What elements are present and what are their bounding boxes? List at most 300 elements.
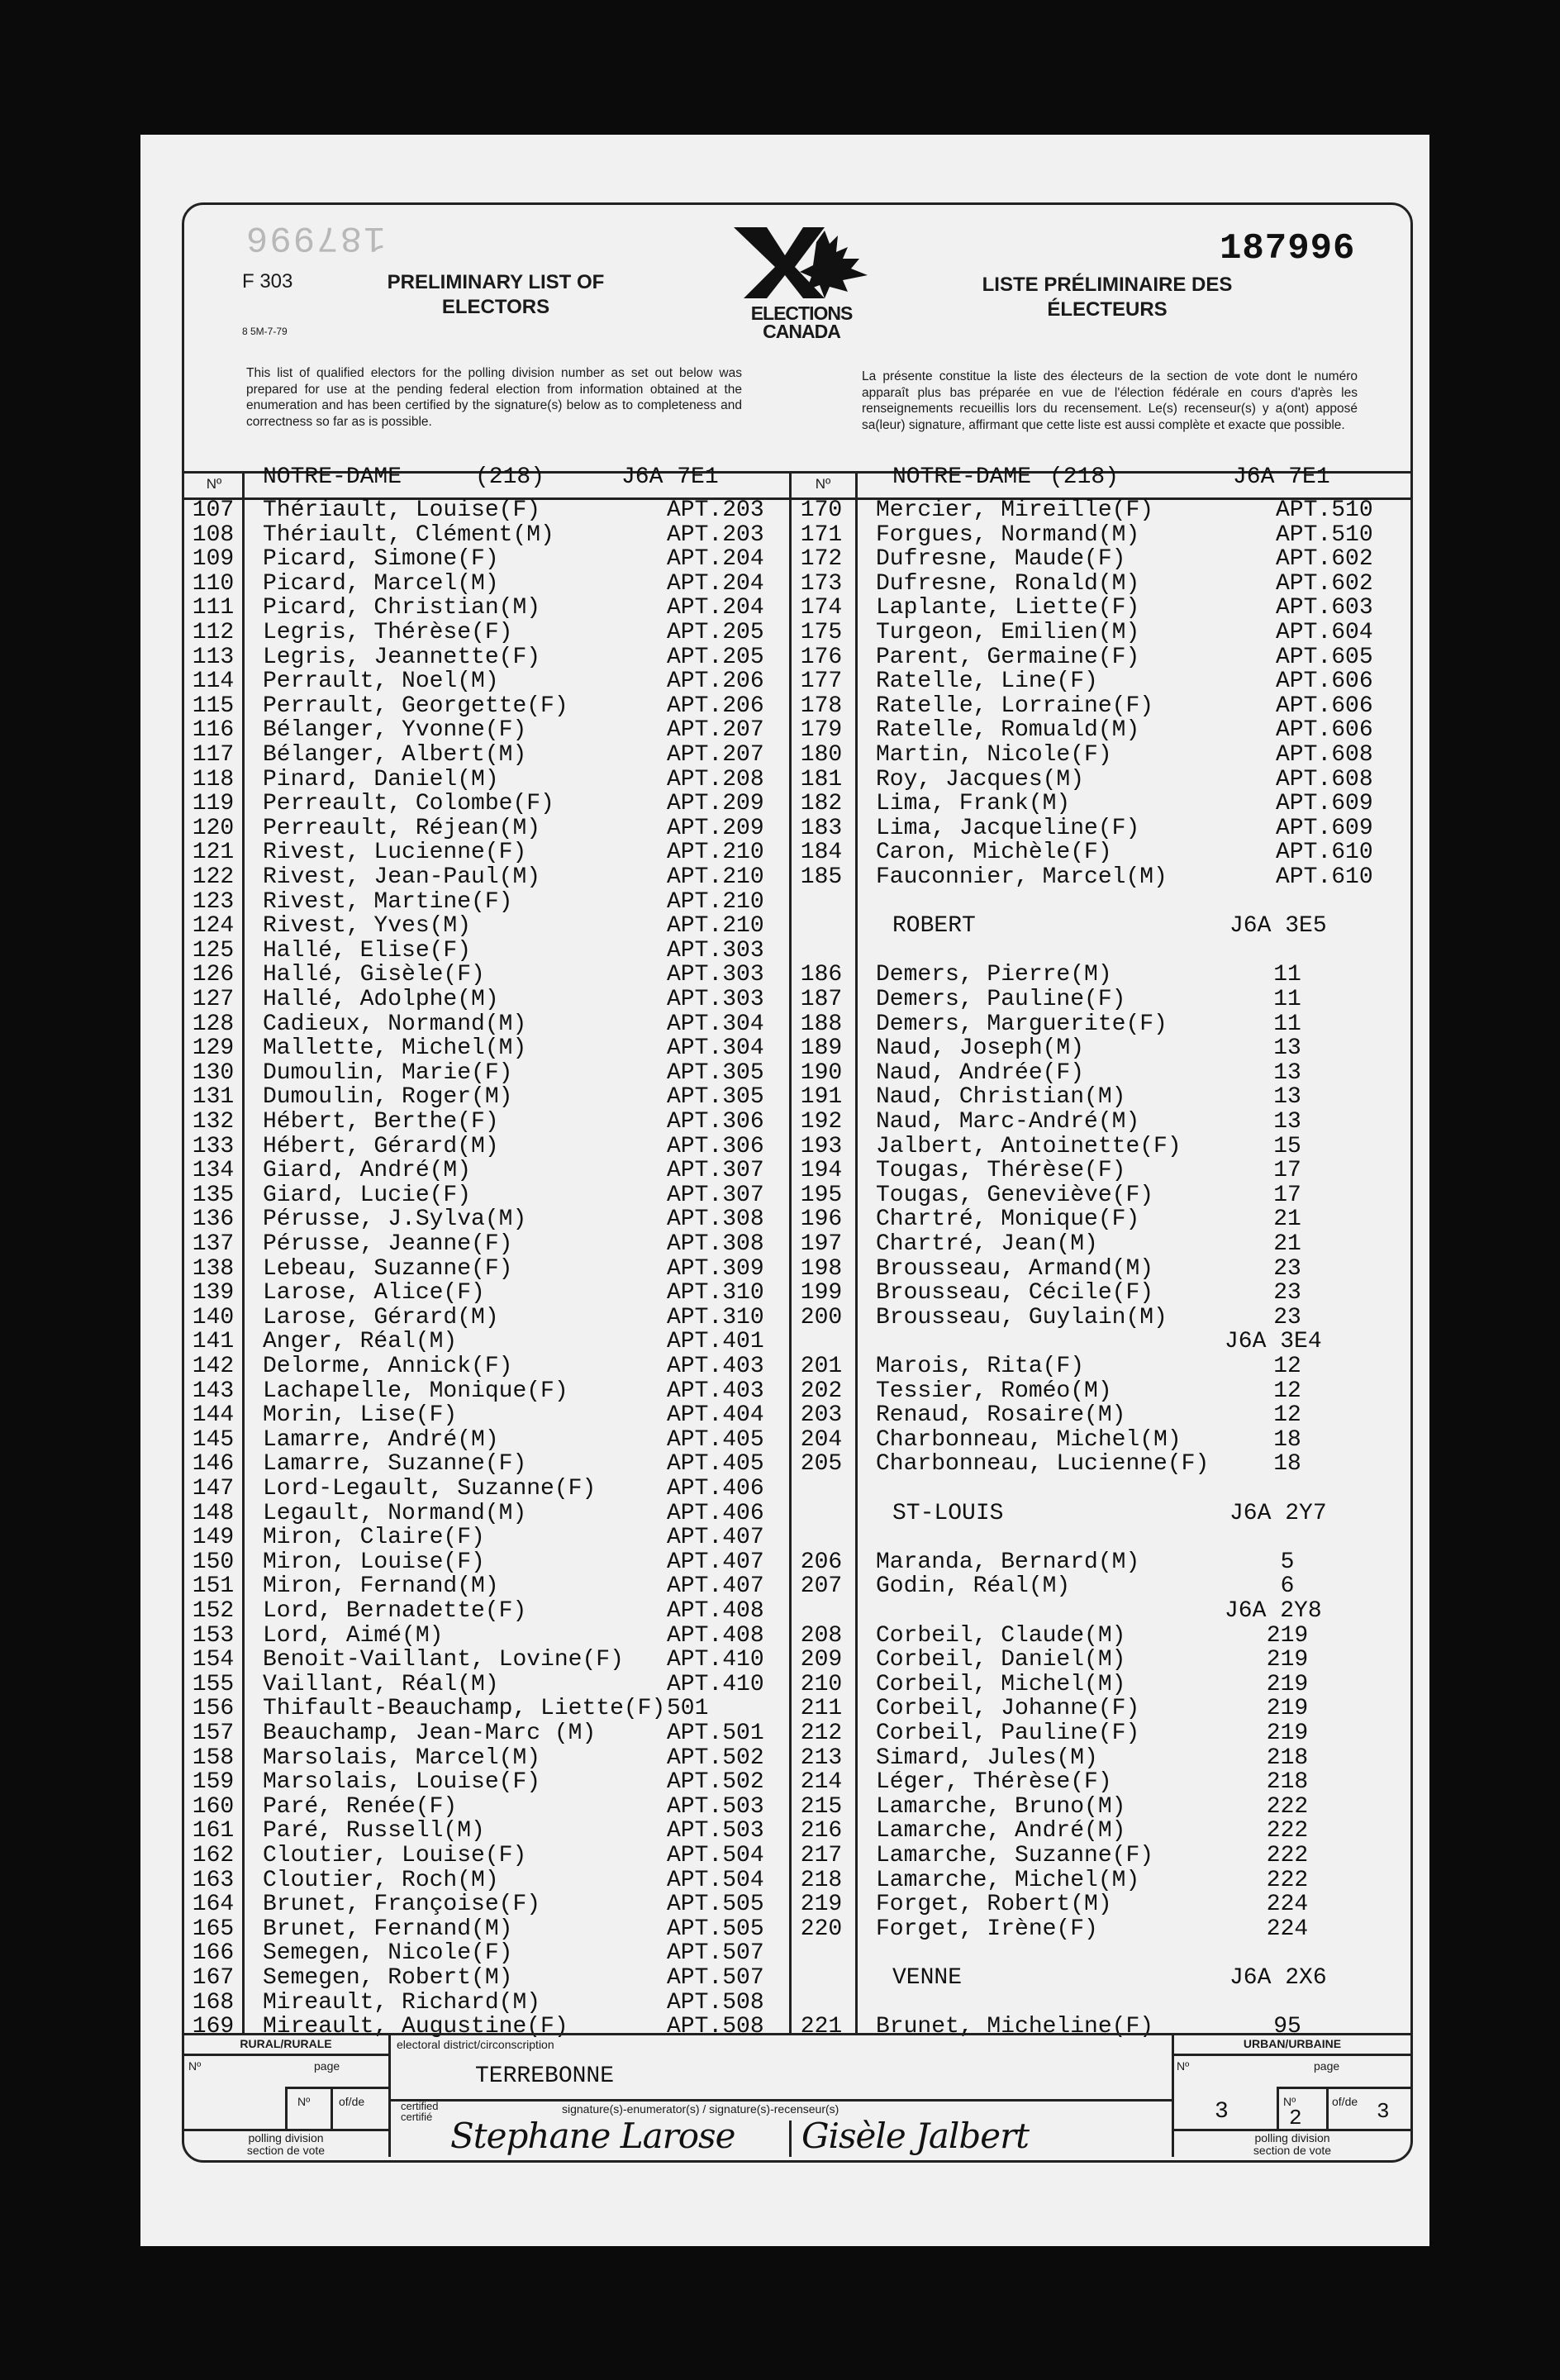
elector-address: APT.210 <box>667 864 764 890</box>
elector-number: 193 <box>800 1133 843 1159</box>
elector-name: Naud, Marc-André(M) <box>876 1109 1140 1135</box>
elector-name: Thifault-Beauchamp, Liette(F) <box>263 1696 666 1722</box>
elector-number: 169 <box>192 2014 235 2040</box>
elector-name: Mallette, Michel(M) <box>263 1035 527 1062</box>
elector-number: 179 <box>800 717 843 744</box>
table-row <box>183 1574 789 1599</box>
elector-address: APT.606 <box>1276 693 1373 719</box>
elector-address: 222 <box>1266 1843 1309 1868</box>
elector-address: APT.310 <box>667 1280 764 1307</box>
elector-address: APT.205 <box>667 620 764 645</box>
rural-cell-divider-2 <box>331 2087 333 2129</box>
table-row <box>792 1330 1411 1354</box>
elector-number: 191 <box>800 1084 843 1111</box>
table-row <box>183 1624 789 1649</box>
elector-number: 176 <box>800 644 843 670</box>
table-row <box>792 865 1411 890</box>
elector-address: APT.304 <box>667 1011 764 1037</box>
elector-name: Vaillant, Réal(M) <box>263 1671 499 1697</box>
elector-number: 154 <box>192 1647 235 1673</box>
elector-address: APT.403 <box>667 1354 764 1379</box>
elector-number: 180 <box>800 742 843 768</box>
table-row <box>792 1428 1411 1453</box>
elector-number: 198 <box>800 1255 843 1282</box>
elector-name: Hallé, Elise(F) <box>263 937 472 964</box>
elector-name: Picard, Simone(F) <box>263 546 499 573</box>
elector-address: 23 <box>1273 1255 1301 1282</box>
elector-name: Perreault, Réjean(M) <box>263 815 541 841</box>
elector-name: Forget, Robert(M) <box>876 1892 1112 1918</box>
table-row <box>792 498 1411 523</box>
elector-number: 130 <box>192 1059 235 1086</box>
elector-address: APT.303 <box>667 937 764 964</box>
table-row <box>183 1135 789 1159</box>
elector-number: 115 <box>192 693 235 719</box>
table-row <box>183 1941 789 1966</box>
elector-name: Lima, Jacqueline(F) <box>876 815 1140 841</box>
elector-name: Brousseau, Cécile(F) <box>876 1280 1154 1307</box>
elector-number: 182 <box>800 791 843 817</box>
elector-name: Perrault, Noel(M) <box>263 669 499 695</box>
elector-number: 149 <box>192 1525 235 1551</box>
table-row <box>183 547 789 572</box>
table-row <box>183 1403 789 1428</box>
elector-address: APT.606 <box>1276 717 1373 744</box>
elector-name: Picard, Christian(M) <box>263 595 541 621</box>
elector-name: Rivest, Jean-Paul(M) <box>263 864 541 890</box>
elector-address: APT.204 <box>667 595 764 621</box>
table-row <box>792 1477 1411 1502</box>
table-row <box>183 2015 789 2040</box>
table-row <box>792 1085 1411 1110</box>
elector-address: APT.209 <box>667 815 764 841</box>
urban-cell-divider-1 <box>1277 2087 1279 2129</box>
left-postal-heading: J6A 7E1 <box>621 464 719 490</box>
logo-line-2: CANADA <box>763 321 840 342</box>
postal-code: J6A 2Y8 <box>1225 1598 1322 1624</box>
elector-address: APT.310 <box>667 1304 764 1330</box>
elector-number: 116 <box>192 717 235 744</box>
elector-address: APT.602 <box>1276 570 1373 597</box>
elector-number: 131 <box>192 1084 235 1111</box>
elector-number: 129 <box>192 1035 235 1062</box>
elector-address: APT.308 <box>667 1207 764 1233</box>
elector-number: 216 <box>800 1818 843 1844</box>
elector-address: APT.410 <box>667 1647 764 1673</box>
table-row <box>792 596 1411 621</box>
elector-number: 209 <box>800 1647 843 1673</box>
elector-name: Corbeil, Claude(M) <box>876 1622 1126 1649</box>
elector-name: Dumoulin, Marie(F) <box>263 1059 513 1086</box>
table-row <box>792 1183 1411 1208</box>
elector-name: Dufresne, Ronald(M) <box>876 570 1140 597</box>
elector-name: Turgeon, Emilien(M) <box>876 620 1140 645</box>
table-row <box>792 1795 1411 1820</box>
table-row <box>183 1012 789 1037</box>
table-row <box>183 1428 789 1453</box>
elector-name: Anger, Réal(M) <box>263 1329 458 1355</box>
elector-number: 153 <box>192 1622 235 1649</box>
elector-address: 219 <box>1266 1671 1309 1697</box>
table-row <box>792 1159 1411 1183</box>
elector-address: APT.407 <box>667 1573 764 1600</box>
elector-address: 95 <box>1273 2014 1301 2040</box>
table-row <box>183 596 789 621</box>
table-row <box>183 523 789 548</box>
table-row <box>183 1502 789 1526</box>
title-french-line-2: ÉLECTEURS <box>1047 298 1168 321</box>
elector-number: 148 <box>192 1500 235 1526</box>
table-row <box>183 1966 789 1991</box>
table-row <box>183 621 789 645</box>
footer-top-rule <box>183 2033 1413 2035</box>
elector-number: 186 <box>800 962 843 988</box>
intro-french: La présente constitue la liste des électeurs de la section de vote dont le numéro apparaît plus bas préparée en vue de l'élection fédérale en cours d'après les renseignements recueillis lors du recensement. Le(s) recenseur(s) y a(ont) apposé sa(leur) signature, affirmant que cette liste est aussi complète et exacte que possible. <box>862 369 1358 432</box>
elector-address: 21 <box>1273 1207 1301 1233</box>
maple-leaf-x-icon <box>727 226 876 300</box>
elector-address: APT.508 <box>667 2014 764 2040</box>
table-row <box>792 1941 1411 1966</box>
elector-number: 125 <box>192 937 235 964</box>
urban-page-value: 2 <box>1289 2106 1302 2130</box>
elector-number: 132 <box>192 1109 235 1135</box>
table-row <box>183 1354 789 1379</box>
table-row <box>183 1795 789 1820</box>
elector-number: 111 <box>192 595 235 621</box>
elector-name: Jalbert, Antoinette(F) <box>876 1133 1182 1159</box>
table-row <box>183 645 789 670</box>
elector-name: Bélanger, Yvonne(F) <box>263 717 527 744</box>
elector-name: Hébert, Gérard(M) <box>263 1133 499 1159</box>
elector-name: Bélanger, Albert(M) <box>263 742 527 768</box>
elector-name: Lamarche, André(M) <box>876 1818 1126 1844</box>
elector-name: Legris, Jeannette(F) <box>263 644 541 670</box>
elector-number: 124 <box>192 913 235 940</box>
elector-name: Perreault, Colombe(F) <box>263 791 554 817</box>
table-row <box>183 1159 789 1183</box>
urban-of-label: of/de <box>1332 2095 1358 2108</box>
elector-name: Lamarche, Suzanne(F) <box>876 1843 1154 1868</box>
elector-address: APT.410 <box>667 1671 764 1697</box>
elector-number: 181 <box>800 766 843 793</box>
rural-no-sub-label: Nº <box>297 2095 311 2108</box>
elector-name: Tessier, Roméo(M) <box>876 1378 1112 1404</box>
title-french <box>942 273 1272 322</box>
elector-name: Semegen, Robert(M) <box>263 1965 513 1991</box>
rural-polling-label <box>183 2132 388 2157</box>
elector-name: Paré, Renée(F) <box>263 1793 458 1820</box>
table-row <box>792 1697 1411 1721</box>
elector-name: Caron, Michèle(F) <box>876 840 1112 866</box>
elector-name: Fauconnier, Marcel(M) <box>876 864 1168 890</box>
elector-number: 135 <box>192 1182 235 1208</box>
logo-wordmark <box>727 304 876 340</box>
table-row <box>792 1257 1411 1282</box>
elector-name: Roy, Jacques(M) <box>876 766 1085 793</box>
postal-code: J6A 2Y7 <box>1229 1500 1327 1526</box>
table-row <box>792 914 1411 939</box>
elector-address: APT.309 <box>667 1255 764 1282</box>
table-row <box>792 1599 1411 1624</box>
table-row <box>792 890 1411 915</box>
elector-address: APT.305 <box>667 1084 764 1111</box>
elector-name: Corbeil, Johanne(F) <box>876 1696 1140 1722</box>
elector-number: 187 <box>800 987 843 1012</box>
elector-number: 221 <box>800 2014 843 2040</box>
table-row <box>183 694 789 719</box>
elector-name: Corbeil, Michel(M) <box>876 1671 1126 1697</box>
elector-address: 13 <box>1273 1059 1301 1086</box>
elector-name: Laplante, Liette(F) <box>876 595 1140 621</box>
table-row <box>792 1354 1411 1379</box>
elector-address: 12 <box>1273 1378 1301 1404</box>
rural-label: RURAL/RURALE <box>240 2037 332 2050</box>
elector-name: Beauchamp, Jean-Marc (M) <box>263 1721 597 1746</box>
elector-name: Morin, Lise(F) <box>263 1402 458 1429</box>
table-row <box>792 1135 1411 1159</box>
table-row <box>183 988 789 1012</box>
elector-address: APT.408 <box>667 1622 764 1649</box>
signature-2: Gisèle Jalbert <box>801 2116 1030 2156</box>
table-row <box>792 1502 1411 1526</box>
elector-number: 165 <box>192 1916 235 1942</box>
elector-name: Brousseau, Armand(M) <box>876 1255 1154 1282</box>
elector-number: 151 <box>192 1573 235 1600</box>
elector-address: APT.605 <box>1276 644 1373 670</box>
table-row <box>792 840 1411 865</box>
elector-name: Miron, Claire(F) <box>263 1525 485 1551</box>
elector-number: 110 <box>192 570 235 597</box>
elector-address: 219 <box>1266 1647 1309 1673</box>
district-rule <box>388 2099 1172 2102</box>
elector-address: APT.308 <box>667 1231 764 1257</box>
elector-name: Lamarche, Bruno(M) <box>876 1793 1126 1820</box>
elector-address: APT.502 <box>667 1745 764 1771</box>
elector-name: Demers, Pierre(M) <box>876 962 1112 988</box>
elector-number: 168 <box>192 1989 235 2016</box>
elector-address: APT.502 <box>667 1769 764 1796</box>
elector-name: Chartré, Monique(F) <box>876 1207 1140 1233</box>
elector-number: 128 <box>192 1011 235 1037</box>
elector-number: 208 <box>800 1622 843 1649</box>
elector-name: Naud, Christian(M) <box>876 1084 1126 1111</box>
street-section-heading: ROBERT <box>892 913 976 940</box>
elector-address: APT.606 <box>1276 669 1373 695</box>
table-row <box>183 865 789 890</box>
elector-number: 201 <box>800 1354 843 1379</box>
elector-number: 199 <box>800 1280 843 1307</box>
elector-address: 6 <box>1280 1573 1295 1600</box>
elector-number: 166 <box>192 1940 235 1967</box>
right-civic-heading: (218) <box>1049 464 1120 490</box>
urban-no-label: Nº <box>1177 2059 1190 2073</box>
elector-address: APT.406 <box>667 1500 764 1526</box>
elector-address: APT.207 <box>667 717 764 744</box>
elector-address: 219 <box>1266 1721 1309 1746</box>
elector-address: APT.205 <box>667 644 764 670</box>
elector-name: Dufresne, Maude(F) <box>876 546 1126 573</box>
elector-name: Chartré, Jean(M) <box>876 1231 1098 1257</box>
table-row <box>792 1966 1411 1991</box>
elector-address: APT.408 <box>667 1598 764 1624</box>
elector-name: Marsolais, Marcel(M) <box>263 1745 541 1771</box>
elector-name: Marois, Rita(F) <box>876 1354 1085 1379</box>
table-row <box>183 1721 789 1746</box>
table-row <box>792 1673 1411 1697</box>
elector-address: 15 <box>1273 1133 1301 1159</box>
elector-address: APT.207 <box>667 742 764 768</box>
rural-polling-label-en: polling division <box>248 2131 324 2144</box>
elector-address: APT.209 <box>667 791 764 817</box>
elector-name: Brunet, Fernand(M) <box>263 1916 513 1942</box>
table-row <box>792 1526 1411 1550</box>
elector-number: 113 <box>192 644 235 670</box>
street-section-heading: ST-LOUIS <box>892 1500 1004 1526</box>
table-row <box>792 1624 1411 1649</box>
district-label: electoral district/circonscription <box>397 2038 554 2051</box>
elector-address: APT.407 <box>667 1525 764 1551</box>
elector-address: 17 <box>1273 1158 1301 1184</box>
title-french-line-1: LISTE PRÉLIMINAIRE DES <box>982 274 1233 296</box>
elector-number: 134 <box>192 1158 235 1184</box>
elector-address: APT.604 <box>1276 620 1373 645</box>
table-row <box>792 1648 1411 1673</box>
table-row <box>183 1746 789 1771</box>
table-row <box>183 1306 789 1330</box>
table-row <box>792 816 1411 841</box>
postal-code: J6A 2X6 <box>1229 1965 1327 1991</box>
elector-name: Lord-Legault, Suzanne(F) <box>263 1476 597 1502</box>
urban-cell-rule <box>1277 2087 1413 2089</box>
elector-name: Dumoulin, Roger(M) <box>263 1084 513 1111</box>
elector-name: Brousseau, Guylain(M) <box>876 1304 1168 1330</box>
elector-name: Miron, Louise(F) <box>263 1549 485 1575</box>
elector-number: 161 <box>192 1818 235 1844</box>
table-row <box>792 1306 1411 1330</box>
elector-address: 222 <box>1266 1867 1309 1893</box>
table-row <box>183 743 789 768</box>
elector-number: 192 <box>800 1109 843 1135</box>
elector-name: Forget, Irène(F) <box>876 1916 1098 1942</box>
elector-number: 140 <box>192 1304 235 1330</box>
rural-label-rule <box>183 2054 388 2056</box>
table-row <box>183 718 789 743</box>
left-no-label: Nº <box>206 476 222 492</box>
elector-name: Perrault, Georgette(F) <box>263 693 568 719</box>
elector-number: 159 <box>192 1769 235 1796</box>
elector-name: Demers, Marguerite(F) <box>876 1011 1168 1037</box>
elector-address: 224 <box>1266 1892 1309 1918</box>
elector-name: Renaud, Rosaire(M) <box>876 1402 1126 1429</box>
table-row <box>183 1917 789 1942</box>
table-row <box>792 1550 1411 1575</box>
table-row <box>792 1819 1411 1844</box>
elector-name: Maranda, Bernard(M) <box>876 1549 1140 1575</box>
table-row <box>792 939 1411 964</box>
table-row <box>792 645 1411 670</box>
elector-address: 13 <box>1273 1035 1301 1062</box>
elector-name: Thériault, Clément(M) <box>263 521 554 548</box>
elector-name: Charbonneau, Michel(M) <box>876 1426 1182 1453</box>
table-row <box>183 1379 789 1404</box>
elector-address: APT.608 <box>1276 766 1373 793</box>
elector-name: Larose, Alice(F) <box>263 1280 485 1307</box>
elector-address: 23 <box>1273 1280 1301 1307</box>
elector-name: Naud, Joseph(M) <box>876 1035 1085 1062</box>
elector-number: 217 <box>800 1843 843 1868</box>
elector-name: Lachapelle, Monique(F) <box>263 1378 568 1404</box>
table-row <box>792 1868 1411 1893</box>
elector-name: Rivest, Martine(F) <box>263 888 513 915</box>
elector-address: APT.510 <box>1276 521 1373 548</box>
elector-address: APT.204 <box>667 570 764 597</box>
table-row <box>183 1452 789 1477</box>
elector-number: 174 <box>800 595 843 621</box>
elector-address: 218 <box>1266 1769 1309 1796</box>
elector-name: Miron, Fernand(M) <box>263 1573 499 1600</box>
table-row <box>792 2015 1411 2040</box>
right-no-label: Nº <box>815 476 831 492</box>
table-row <box>183 1697 789 1721</box>
elector-name: Rivest, Lucienne(F) <box>263 840 527 866</box>
table-row <box>792 1770 1411 1795</box>
elector-number: 138 <box>192 1255 235 1282</box>
elector-name: Lamarche, Michel(M) <box>876 1867 1140 1893</box>
elector-name: Lamarre, André(M) <box>263 1426 499 1453</box>
elector-number: 210 <box>800 1671 843 1697</box>
elector-address: APT.504 <box>667 1867 764 1893</box>
elector-name: Godin, Réal(M) <box>876 1573 1071 1600</box>
urban-no-value: 3 <box>1215 2099 1229 2125</box>
elector-number: 162 <box>192 1843 235 1868</box>
table-row <box>183 914 789 939</box>
left-street-heading: NOTRE-DAME <box>263 464 402 490</box>
elector-number: 195 <box>800 1182 843 1208</box>
elector-number: 157 <box>192 1721 235 1746</box>
elector-name: Legris, Thérèse(F) <box>263 620 513 645</box>
elector-address: APT.203 <box>667 521 764 548</box>
elector-number: 136 <box>192 1207 235 1233</box>
elector-address: APT.404 <box>667 1402 764 1429</box>
table-row <box>792 1991 1411 2016</box>
elector-address: 501 <box>667 1696 709 1722</box>
table-row <box>183 792 789 816</box>
table-row <box>183 1991 789 2016</box>
table-row <box>792 1574 1411 1599</box>
elector-number: 200 <box>800 1304 843 1330</box>
elector-name: Cloutier, Roch(M) <box>263 1867 499 1893</box>
elector-address: 11 <box>1273 1011 1301 1037</box>
table-row <box>792 1892 1411 1917</box>
elector-number: 184 <box>800 840 843 866</box>
elector-number: 194 <box>800 1158 843 1184</box>
elector-name: Brunet, Françoise(F) <box>263 1892 541 1918</box>
title-english-line-2: ELECTORS <box>441 296 550 318</box>
elector-name: Picard, Marcel(M) <box>263 570 499 597</box>
table-row <box>183 1085 789 1110</box>
elector-address: APT.204 <box>667 546 764 573</box>
title-english-line-1: PRELIMINARY LIST OF <box>387 271 605 293</box>
elector-name: Paré, Russell(M) <box>263 1818 485 1844</box>
table-row <box>792 1403 1411 1428</box>
print-code: 8 5M-7-79 <box>242 326 288 337</box>
elector-name: Brunet, Micheline(F) <box>876 2014 1154 2040</box>
elector-address: APT.210 <box>667 888 764 915</box>
elector-name: Léger, Thérèse(F) <box>876 1769 1112 1796</box>
elector-address: 18 <box>1273 1451 1301 1478</box>
elector-number: 218 <box>800 1867 843 1893</box>
elector-name: Giard, Lucie(F) <box>263 1182 472 1208</box>
